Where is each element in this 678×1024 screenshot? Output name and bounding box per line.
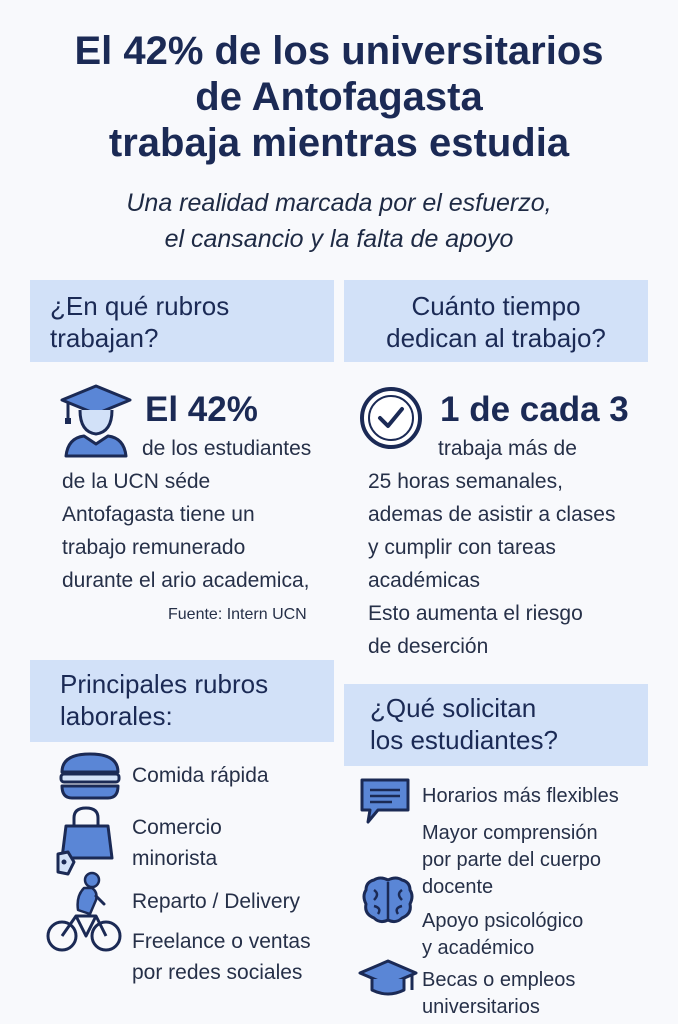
left-text-line-3: Antofagasta tiene un: [62, 503, 255, 526]
solicitud-item-3: Apoyo psicológico y académico: [422, 910, 584, 959]
rubro-item-3: Reparto / Delivery: [132, 890, 301, 913]
left-text-line-5: durante el ario academica,: [62, 569, 310, 592]
solicitudes-heading: ¿Qué solicitan los estudiantes?: [344, 684, 648, 766]
subtitle-line-2: el cansancio y la falta de apoyo: [164, 225, 514, 253]
fast-food-icon: [58, 750, 122, 802]
rubro-item-1: Comida rápida: [132, 764, 269, 787]
left-text-line-1: de los estudiantes: [142, 437, 312, 460]
right-panel-text: [368, 432, 658, 663]
page-title: [20, 28, 658, 166]
left-panel-heading: ¿En qué rubros trabajan?: [30, 280, 334, 362]
right-text-line-4: y cumplir con tareas: [368, 536, 556, 559]
rubro-item-2: Comercio minorista: [132, 816, 222, 870]
solicitud-item-1: Horarios más flexibles: [422, 785, 619, 807]
right-big-stat: 1 de cada 3: [440, 390, 629, 429]
left-text-line-4: trabajo remunerado: [62, 536, 246, 559]
right-text-line-3: ademas de asistir a clases: [368, 503, 616, 526]
right-text-line-5: académicas: [368, 569, 481, 592]
brain-icon: [360, 874, 416, 926]
right-text-line-1: trabaja más de: [438, 437, 577, 460]
source-note: Fuente: Intern UCN: [168, 606, 307, 623]
page-subtitle: [20, 185, 658, 257]
title-line-3: trabaja mientras estudia: [108, 121, 570, 165]
title-line-1: El 42% de los universitarios: [74, 29, 604, 73]
left-big-stat: El 42%: [145, 390, 258, 429]
left-panel-text: [62, 432, 342, 597]
right-text-line-7: de deserción: [368, 635, 489, 658]
subtitle-line-1: Una realidad marcada por el esfuerzo,: [126, 189, 552, 217]
rubros-heading: Principales rubros laborales:: [30, 660, 334, 742]
left-text-line-2: de la UCN séde: [62, 470, 211, 493]
solicitud-item-4: Becas o empleos universitarios: [422, 969, 576, 1018]
right-text-line-6: Esto aumenta el riesgo: [368, 602, 583, 625]
shopping-bag-icon: [52, 806, 118, 878]
chat-icon: [358, 776, 412, 826]
right-text-line-2: 25 horas semanales,: [368, 470, 563, 493]
solicitud-item-2: Mayor comprensión por parte del cuerpo docente: [422, 822, 602, 898]
graduation-cap-icon: [358, 958, 418, 998]
cyclist-icon: [46, 870, 122, 954]
right-panel-heading: Cuánto tiempo dedican al trabajo?: [344, 280, 648, 362]
rubro-item-4: Freelance o ventas por redes sociales: [132, 930, 311, 984]
title-line-2: de Antofagasta: [195, 75, 483, 119]
